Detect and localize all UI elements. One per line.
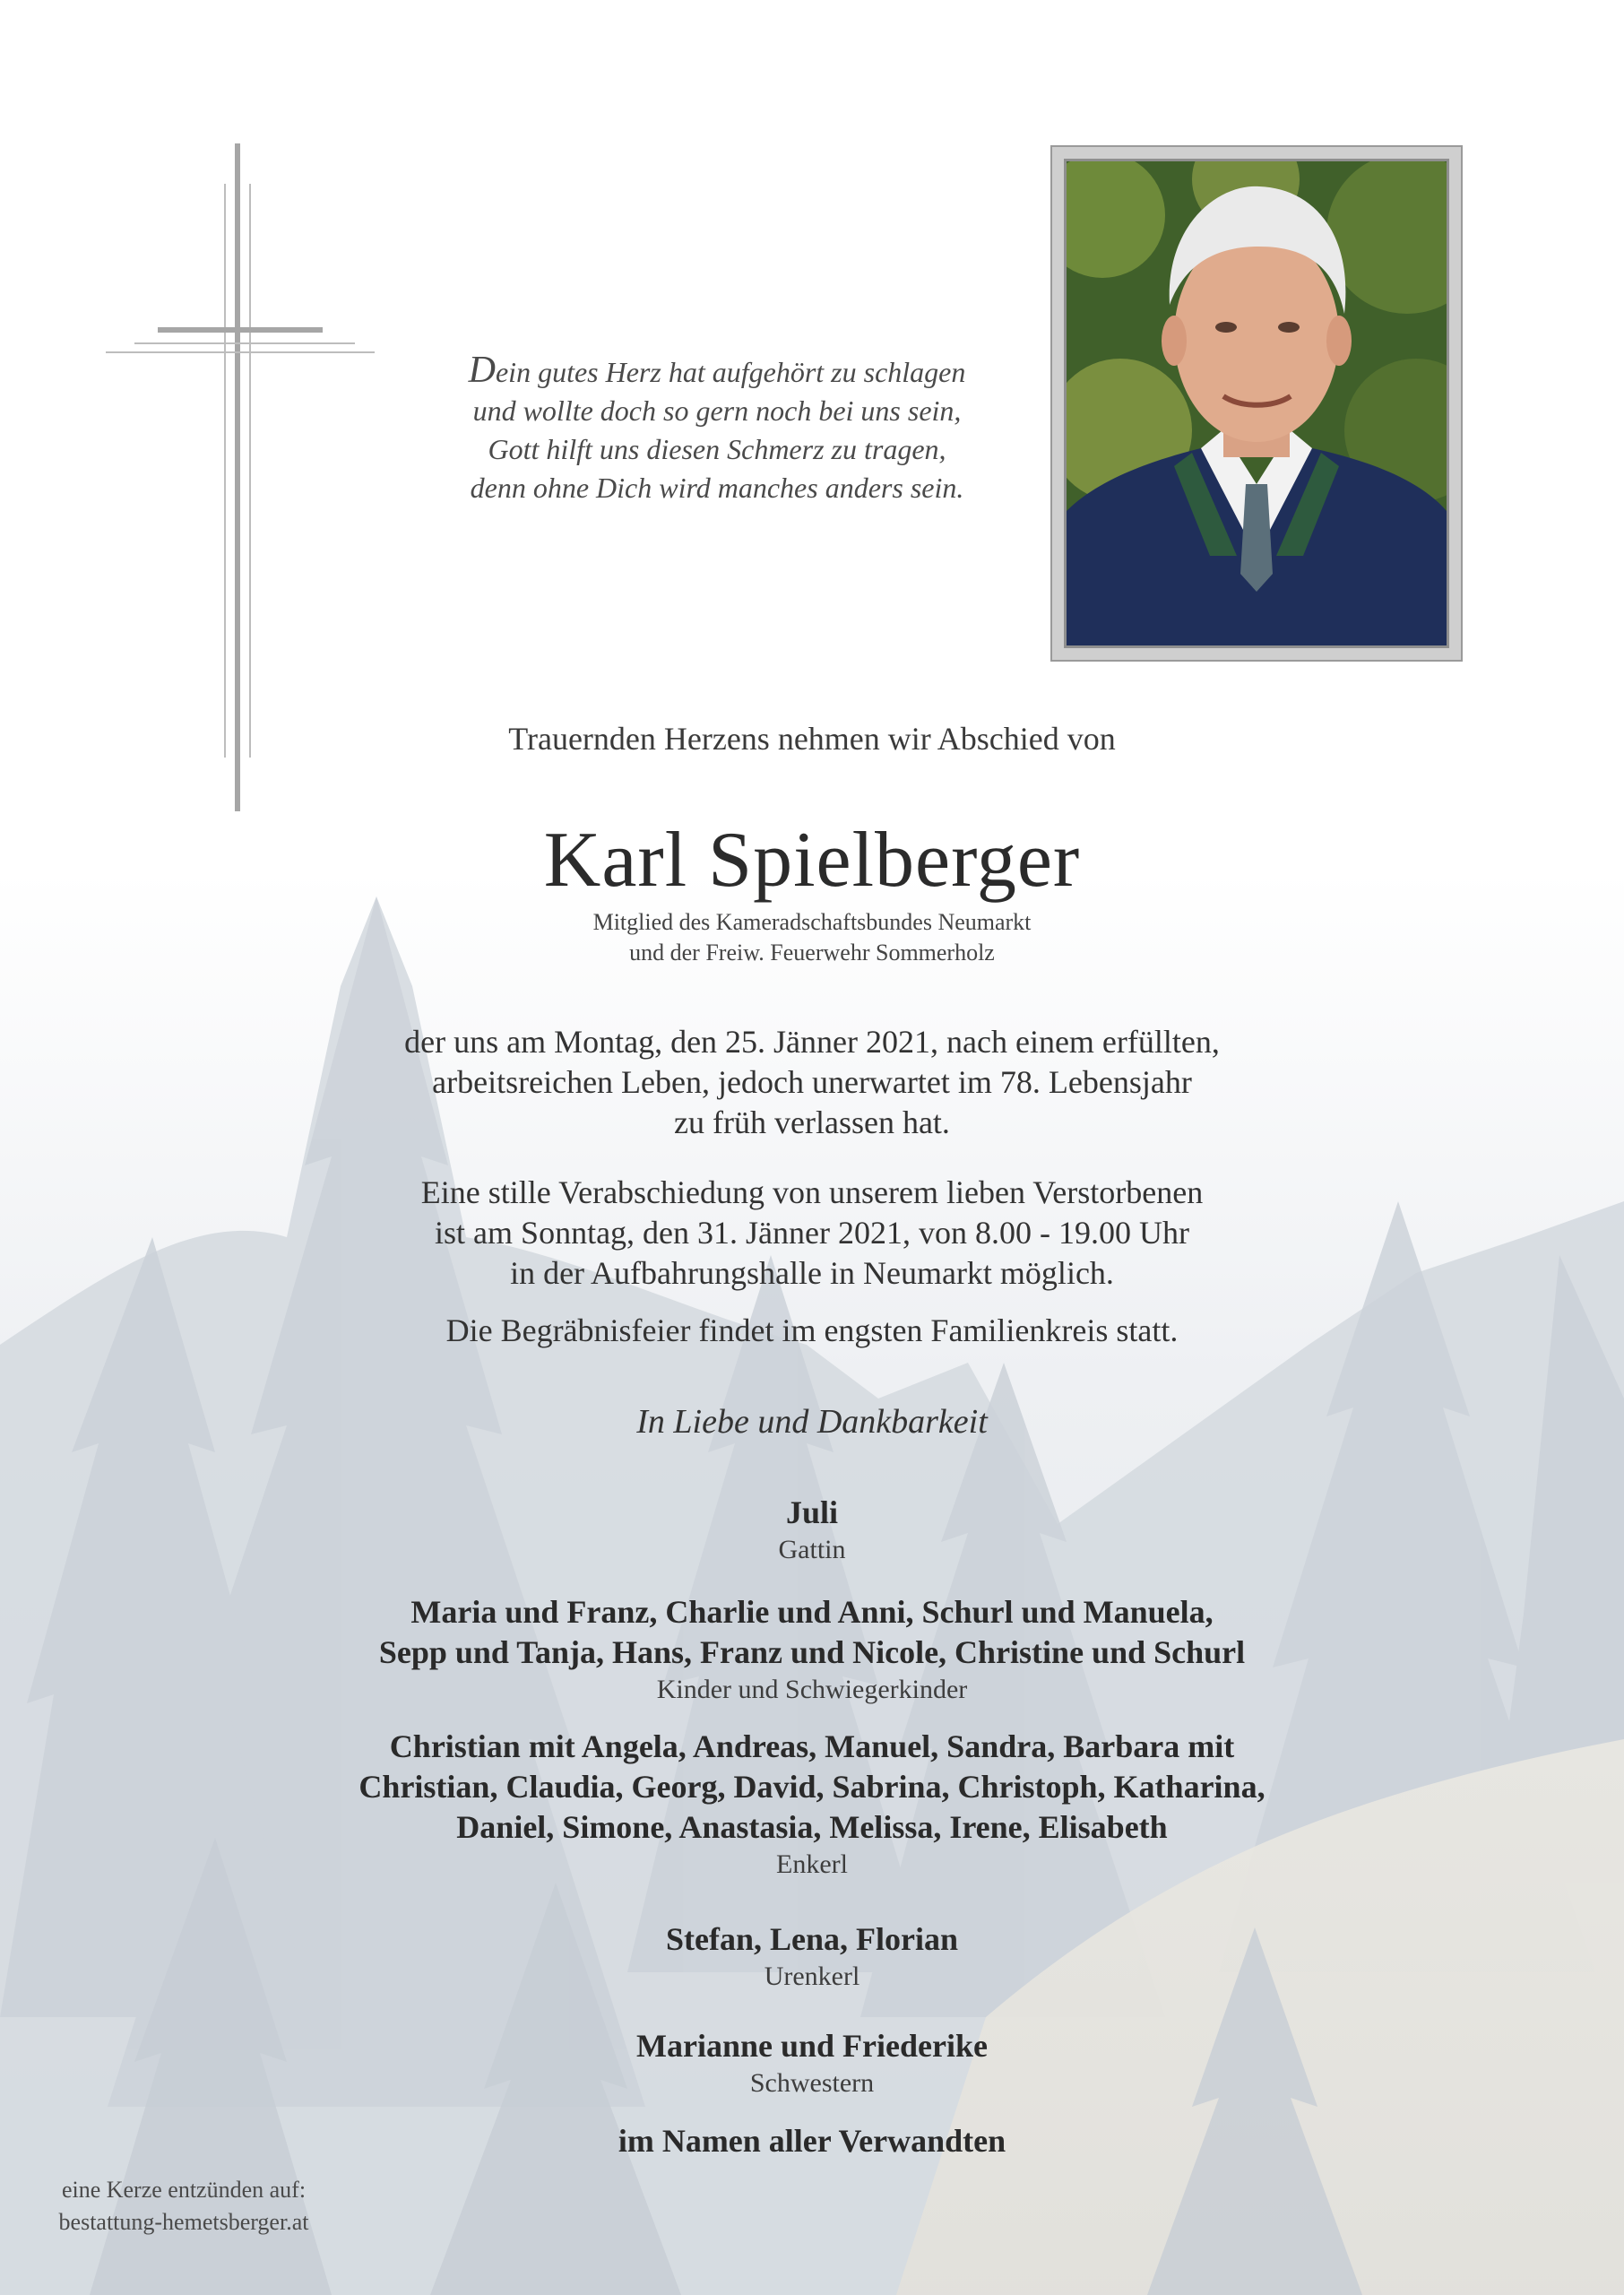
mourner-names-line-2: Christian, Claudia, Georg, David, Sabrina, Christoph, Katharina, [358,1769,1266,1805]
candle-footer [36,2174,332,2239]
mourner-names-line-1: Maria und Franz, Charlie und Anni, Schurl und Manuela, [410,1594,1214,1630]
mourner-names-line-2: Sepp und Tanja, Hans, Franz und Nicole, Christine und Schurl [378,1634,1246,1670]
viewing-line-3: in der Aufbahrungshalle in Neumarkt möglich. [510,1255,1114,1291]
death-notice-paragraph [0,1022,1624,1143]
mourner-group-sisters [0,2026,1624,2100]
memorial-verse [376,351,1058,507]
viewing-line-1: Eine stille Verabschiedung von unserem lieben Verstorbenen [420,1174,1204,1210]
portrait-photo [1067,161,1447,645]
verse-line-3: Gott hilft uns diesen Schmerz zu tragen, [488,433,946,465]
portrait-frame [1050,145,1463,662]
viewing-line-2: ist am Sonntag, den 31. Jänner 2021, von 8.00 - 19.00 Uhr [435,1215,1189,1251]
membership-info [0,907,1624,968]
mourner-group-grandchildren [0,1727,1624,1882]
mourner-relation: Gattin [778,1535,846,1564]
mourner-relation: Urenkerl [764,1962,860,1991]
death-notice-line-3: zu früh verlassen hat. [674,1104,950,1140]
relatives-line [0,2121,1624,2161]
mourner-relation: Schwestern [749,2068,875,2098]
final-line: im Namen aller Verwandten [618,2123,1006,2159]
deceased-name: Karl Spielberger [543,817,1081,904]
mourner-relation: Kinder und Schwiegerkinder [656,1675,968,1704]
candle-label: eine Kerze entzünden auf: [61,2177,307,2203]
verse-line-1 [376,351,1058,392]
mourner-relation: Enkerl [776,1849,848,1879]
cross-icon [99,143,385,811]
portrait-image [1067,161,1447,645]
verse-initial: D [468,350,496,391]
mourner-names: Juli [785,1494,839,1530]
mourner-names-line-3: Daniel, Simone, Anastasia, Melissa, Irene, Elisabeth [456,1809,1168,1845]
mourner-names-line-1: Christian mit Angela, Andreas, Manuel, Sandra, Barbara mit [389,1728,1235,1764]
mourner-group-spouse [0,1493,1624,1567]
membership-line-1: Mitglied des Kameradschaftsbundes Neumarkt [592,909,1032,935]
mourner-names: Stefan, Lena, Florian [665,1921,958,1957]
intro-text: Trauernden Herzens nehmen wir Abschied von [508,721,1116,757]
verse-line-1-text: ein gutes Herz hat aufgehört zu schlagen [495,356,966,388]
funeral-paragraph: Die Begräbnisfeier findet im engsten Familienkreis statt. [445,1312,1179,1348]
verse-line-2: und wollte doch so gern noch bei uns sein, [472,394,962,427]
mourner-names: Marianne und Friederike [636,2028,988,2064]
verse-line-4: denn ohne Dich wird manches anders sein. [470,472,964,504]
death-notice-line-1: der uns am Montag, den 25. Jänner 2021, nach einem erfüllten, [404,1024,1220,1060]
death-notice-line-2: arbeitsreichen Leben, jedoch unerwartet im 78. Lebensjahr [432,1064,1192,1100]
viewing-paragraph [0,1173,1624,1294]
membership-line-2: und der Freiw. Feuerwehr Sommerholz [629,940,995,966]
closing-phrase: In Liebe und Dankbarkeit [636,1403,988,1441]
mourner-group-children [0,1592,1624,1707]
website-link[interactable]: bestattung-hemetsberger.at [58,2209,309,2235]
mourner-group-great-grandchildren [0,1919,1624,1994]
